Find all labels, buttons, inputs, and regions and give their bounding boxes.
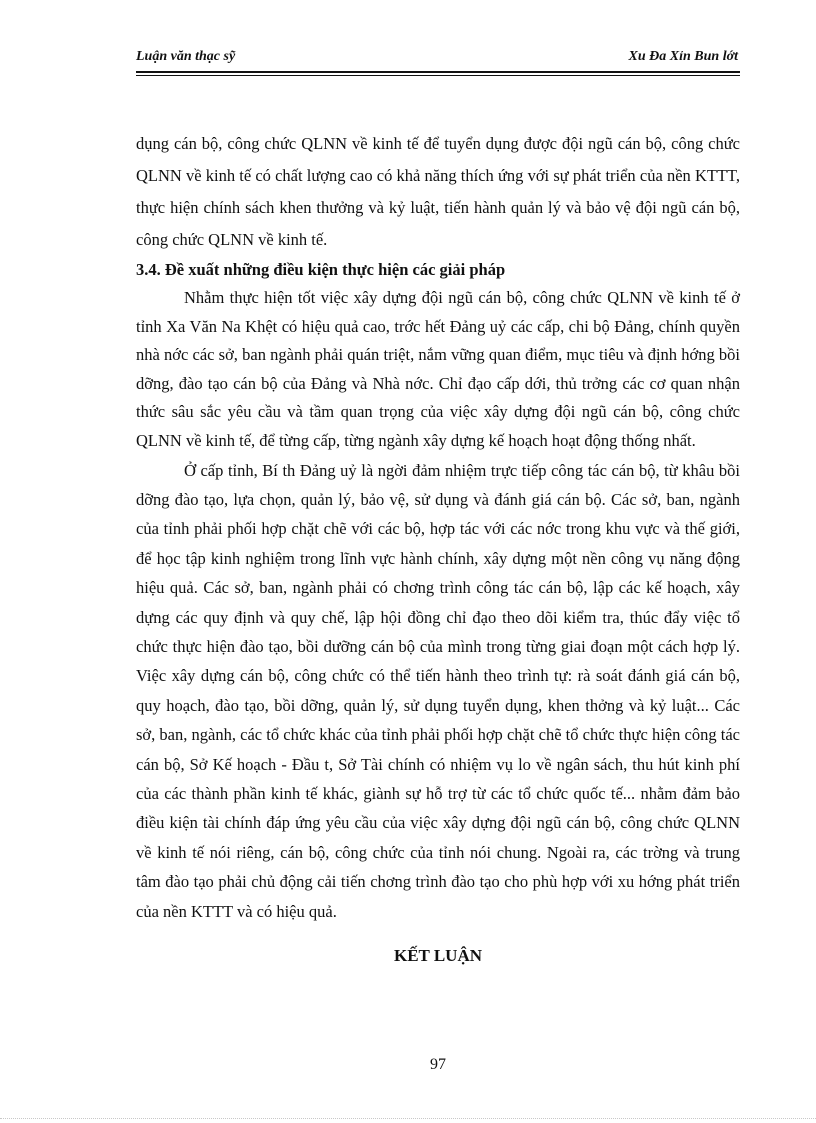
paragraph-1: Nhằm thực hiện tốt việc xây dựng đội ngũ cán bộ, công chức QLNN về kinh tế ở tỉnh Xa Văn Na Khệt có hiệu quả cao, trớc hết Đảng uỷ các cấp, chi bộ Đảng, chính quyền nhà nớc các sở, ban ngành phải quán triệt, nắm vững quan điểm, mục tiêu và định hớng bồi dỡng, đào tạo cán bộ của Đảng và Nhà nớc. Chỉ đạo cấp dới, thủ trởng các cơ quan nhận thức sâu sắc yêu cầu và tầm quan trọng của việc xây dựng đội ngũ cán bộ, công chức QLNN về kinh tế, để từng cấp, từng ngành xây dựng kế hoạch hoạt động thống nhất. [136,288,740,450]
header-rule-thick [136,71,740,73]
header-rule-thin [136,75,740,76]
page-number: 97 [430,1056,446,1073]
page-edge-divider [0,1118,816,1119]
continued-paragraph: dụng cán bộ, công chức QLNN về kinh tế để tuyển dụng được đội ngũ cán bộ, công chức QLNN về kinh tế có chất lượng cao có khả năng thích ứng với sự phát triển của nền KTTT, thực hiện chính sách khen thưởng và kỷ luật, tiến hành quản lý và bảo vệ đội ngũ cán bộ, công chức QLNN về kinh tế. [136,134,740,249]
header-thesis-type: Luận văn thạc sỹ [136,49,236,64]
conclusion-title: KẾT LUẬN [393,946,482,965]
paragraph-2: Ở cấp tỉnh, Bí th Đảng uỷ là ngời đảm nhiệm trực tiếp công tác cán bộ, từ khâu bồi dỡng đào tạo, lựa chọn, quản lý, bảo vệ, sử dụng và đánh giá cán bộ. Các sở, ban, ngành của tỉnh phải phối hợp chặt chẽ với các bộ, hợp tác với các nớc trong khu vực và thế giới, để học tập kinh nghiệm trong lĩnh vực hành chính, xây dựng một nền công vụ năng động hiệu quả. Các sở, ban, ngành phải có chơng trình công tác cán bộ, lập các kế hoạch, xây dựng các quy định và quy chế, lập hội đồng chỉ đạo theo dõi kiểm tra, thúc đẩy việc tổ chức thực hiện đào tạo, bồi dưỡng cán bộ của mình trong từng giai đoạn một cách hợp lý. Việc xây dựng cán bộ, công chức có thể tiến hành theo trình tự: rà soát đánh giá cán bộ, quy hoạch, đào tạo, bồi dỡng, quản lý, sử dụng tuyển dụng, khen thởng và kỷ luật... Các sở, ban, ngành, các tổ chức khác của tỉnh phải phối hợp chặt chẽ tổ chức thực hiện công tác cán bộ, Sở Kế hoạch - Đầu t, Sở Tài chính có nhiệm vụ lo về ngân sách, thu hút kinh phí của các thành phần kinh tế khác, giành sự hỗ trợ từ các tổ chức quốc tế... nhằm đảm bảo điều kiện tài chính đáp ứng yêu cầu của việc xây dựng đội ngũ cán bộ, công chức QLNN về kinh tế nói riêng, cán bộ, công chức của tỉnh nói chung. Ngoài ra, các trờng và trung tâm đào tạo phải chủ động cải tiến chơng trình đào tạo cho phù hợp với xu hớng phát triển của nền KTTT và có hiệu quả. [136,460,740,921]
section-heading: 3.4. Đề xuất những điều kiện thực hiện các giải pháp [136,260,506,279]
header-author: Xu Đa Xỉn Bun lớt [628,49,738,64]
running-header [136,47,740,71]
page-body [136,128,740,926]
